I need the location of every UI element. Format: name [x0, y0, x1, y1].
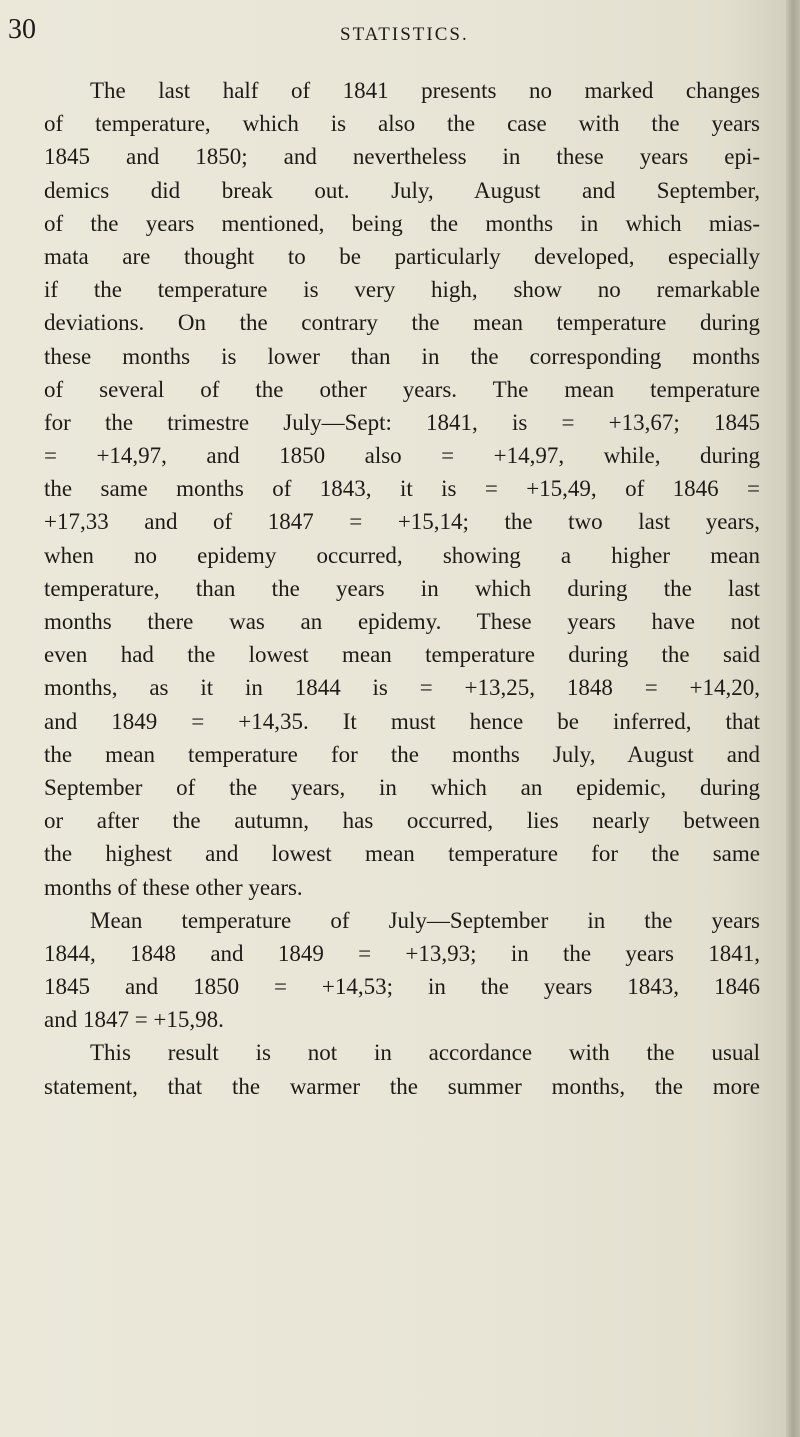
text-line: September of the years, in which an epidemic, during	[44, 774, 760, 800]
text-line: 1845 and 1850 = +14,53; in the years 1843, 1846	[44, 974, 760, 1000]
text-line: when no epidemy occurred, showing a higher mean	[44, 542, 760, 568]
text-line: the mean temperature for the months July, August and	[44, 741, 760, 767]
text-line: demics did break out. July, August and September,	[44, 177, 760, 203]
text-line: if the temperature is very high, show no remarkable	[44, 277, 760, 303]
text-line: This result is not in accordance with the usual	[90, 1040, 760, 1066]
text-line: the same months of 1843, it is = +15,49, of 1846 =	[44, 476, 760, 502]
text-line: of the years mentioned, being the months in which mias-	[44, 210, 760, 236]
text-line: statement, that the warmer the summer months, the more	[44, 1073, 760, 1099]
text-line: of several of the other years. The mean temperature	[44, 376, 760, 402]
text-line: +17,33 and of 1847 = +15,14; the two last years,	[44, 509, 760, 535]
text-line: deviations. On the contrary the mean temperature during	[44, 310, 760, 336]
text-line: Mean temperature of July—September in the years	[90, 907, 760, 933]
text-line: for the trimestre July—Sept: 1841, is = +13,67; 1845	[44, 409, 760, 435]
text-line: and 1849 = +14,35. It must hence be inferred, that	[44, 708, 760, 734]
page-edge	[786, 0, 800, 1437]
text-line: 1844, 1848 and 1849 = +13,93; in the years 1841,	[44, 940, 760, 966]
text-line: 1845 and 1850; and nevertheless in these years epi-	[44, 144, 760, 170]
text-line: even had the lowest mean temperature during the said	[44, 642, 760, 668]
text-line: months of these other years.	[44, 874, 303, 900]
text-line: mata are thought to be particularly developed, especially	[44, 243, 760, 269]
text-line: The last half of 1841 presents no marked changes	[90, 78, 760, 103]
text-line: the highest and lowest mean temperature for the same	[44, 841, 760, 867]
text-line: or after the autumn, has occurred, lies nearly between	[44, 808, 760, 834]
text-line: months, as it in 1844 is = +13,25, 1848 = +14,20,	[44, 675, 760, 701]
page-number: 30	[8, 14, 36, 45]
text-line: temperature, than the years in which during the last	[44, 575, 760, 601]
running-title: STATISTICS.	[340, 24, 469, 45]
text-line: and 1847 = +15,98.	[44, 1007, 224, 1033]
text-line: these months is lower than in the corresponding months	[44, 343, 760, 369]
text-line: = +14,97, and 1850 also = +14,97, while, during	[44, 443, 760, 469]
body-text	[44, 74, 760, 1103]
text-line: of temperature, which is also the case with the years	[44, 111, 760, 137]
text-line: months there was an epidemy. These years have not	[44, 609, 760, 634]
